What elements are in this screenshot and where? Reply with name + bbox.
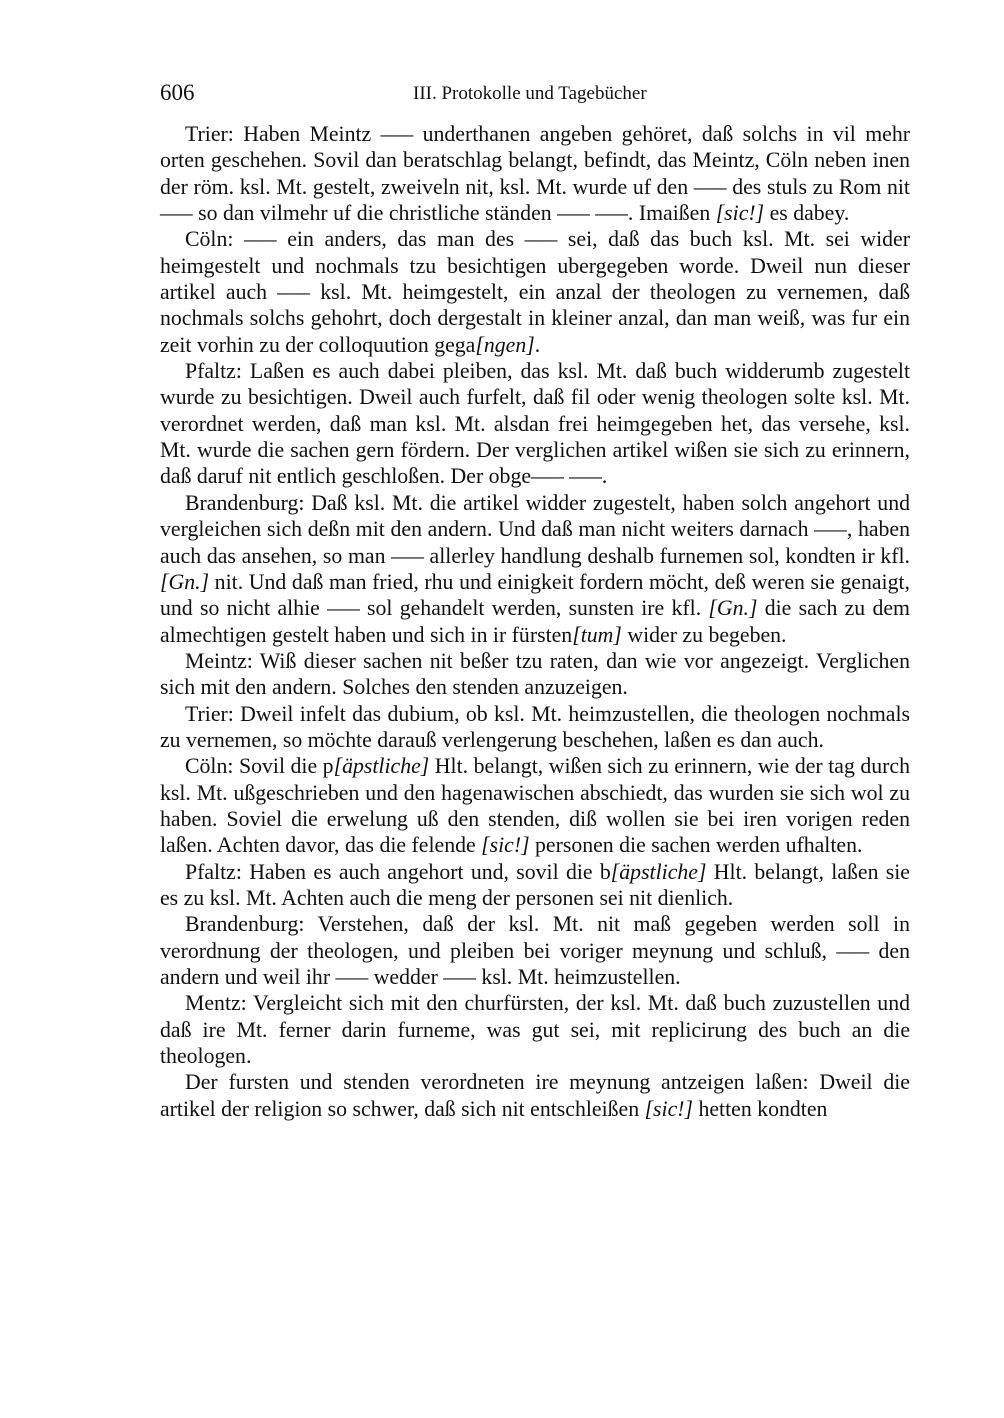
paragraph-text: es dabey. [764,201,850,226]
paragraph-text: Der fursten und stenden verordneten ire meynung antzeigen laßen: Dweil die artikel der religion so schwer, daß sich nit entschleißen [160,1070,910,1121]
paragraph [160,859,910,912]
paragraph-text: Pfaltz: Haben es auch angehort und, sovil die b [185,859,611,884]
paragraph-text: Brandenburg: Verstehen, daß der ksl. Mt. nit maß gegeben werden soll in verordnung der theologen, und pleiben bei voriger meynung und schluß, ––– den andern und weil ihr ––– wedder ––– ksl. Mt. heimzustellen. [160,912,910,989]
editorial-insertion: [ngen] [475,332,535,357]
paragraph [160,990,910,1069]
paragraph-text: nit. Und daß man fried, rhu und einigkeit fordern möcht, deß weren sie genaigt, und so nicht alhie ––– sol gehandelt werden, sunsten ire kfl. [160,569,910,621]
paragraph-text: . [534,332,541,357]
document-page [160,0,910,1418]
paragraph-text: wider zu begeben. [621,622,787,647]
paragraph [160,226,910,358]
paragraph-text: personen die sachen werden ufhalten. [529,833,863,858]
paragraph [160,490,910,648]
paragraph-text: Brandenburg: Daß ksl. Mt. die artikel widder zugestelt, haben solch angehort und vergleichen sich deßn mit den andern. Und daß man nicht weiters darnach –––, haben auch das ansehen, so man ––– allerley handlung deshalb furnemen sol, kondten ir kfl. [160,490,910,568]
paragraph-text: Cöln: ––– ein anders, das man des ––– sei, daß das buch ksl. Mt. sei wider heimgestelt und nochmals tzu besichtigen ubergegeben worde. Dweil nun dieser artikel auch ––– ksl. Mt. heimgestelt, ein anzal der theologen zu vernemen, daß nochmals solchs gehohrt, doch dergestalt in kleiner anzal, dan man weiß, was fur ein zeit vorhin zu der colloquution gega [160,227,910,357]
paragraph-text: Trier: Haben Meintz ––– underthanen angeben gehöret, daß solchs in vil mehr orten geschehen. Sovil dan beratschlag belangt, befindt, das Meintz, Cöln neben inen der röm. ksl. Mt. gestelt, zweiveln nit, ksl. Mt. wurde uf den ––– des stuls zu Rom nit ––– so dan vilmehr uf die christliche ständen ––– –––. Imaißen [160,122,910,226]
paragraph [160,911,910,990]
body-text [160,121,910,1122]
paragraph-text: Hlt. belangt, wißen sich zu erinnern, wie der tag durch ksl. Mt. ußgeschrieben und den hagenawischen abschiedt, das wurden sie sich wol zu haben. Soviel die erwelung uß den stenden, diß wollen sie bei iren vorigen reden laßen. Achten davor, das die felende [160,754,911,858]
editorial-insertion: [tum] [572,622,622,647]
editorial-insertion: [sic!] [644,1096,694,1121]
paragraph-text: Pfaltz: Laßen es auch dabei pleiben, das ksl. Mt. daß buch widderumb zugestelt wurde zu besichtigen. Dweil auch furfelt, daß fil oder wenig theologen solte ksl. Mt. verordnet werden, daß man ksl. Mt. alsdan frei heimgegeben het, das versehe, ksl. Mt. wurde die sachen gern fördern. Der verglichen artikel wißen sie sich zu erinnern, daß daruf nit entlich geschloßen. Der obge––– –––. [160,359,910,489]
paragraph-text: Mentz: Vergleicht sich mit den churfürsten, der ksl. Mt. daß buch zuzustellen und daß ire Mt. ferner darin furneme, was gut sei, mit replicirung des buch an die theologen. [160,991,910,1069]
running-head [160,78,910,108]
editorial-insertion: [Gn.] [708,596,758,621]
paragraph [160,358,910,490]
paragraph-text: die sach zu dem almechtigen gestelt haben und sich in ir fürsten [160,596,910,647]
paragraph [160,753,910,858]
paragraph [160,121,910,226]
paragraph [160,1069,910,1122]
paragraph-text: Cöln: Sovil die p [185,754,334,779]
editorial-insertion: [sic!] [481,833,530,858]
paragraph-text: Trier: Dweil infelt das dubium, ob ksl. Mt. heimzustellen, die theologen nochmals zu vernemen, so möchte darauß verlengerung beschehen, laßen es dan auch. [160,701,910,752]
page-number: 606 [160,80,195,105]
editorial-insertion: [äpstliche] [610,859,707,884]
editorial-insertion: [Gn.] [160,569,210,594]
editorial-insertion: [sic!] [715,201,765,226]
editorial-insertion: [äpstliche] [333,754,430,779]
paragraph [160,701,910,754]
paragraph-text: Hlt. belangt, laßen sie es zu ksl. Mt. Achten auch die meng der personen sei nit dienlich. [160,859,910,910]
paragraph-text: Meintz: Wiß dieser sachen nit beßer tzu raten, dan wie vor angezeigt. Verglichen sich mit den andern. Solches den stenden anzuzeigen. [160,648,910,700]
paragraph-text: hetten kondten [693,1096,828,1121]
paragraph [160,648,910,701]
running-title: III. Protokolle und Tagebücher [413,83,647,104]
